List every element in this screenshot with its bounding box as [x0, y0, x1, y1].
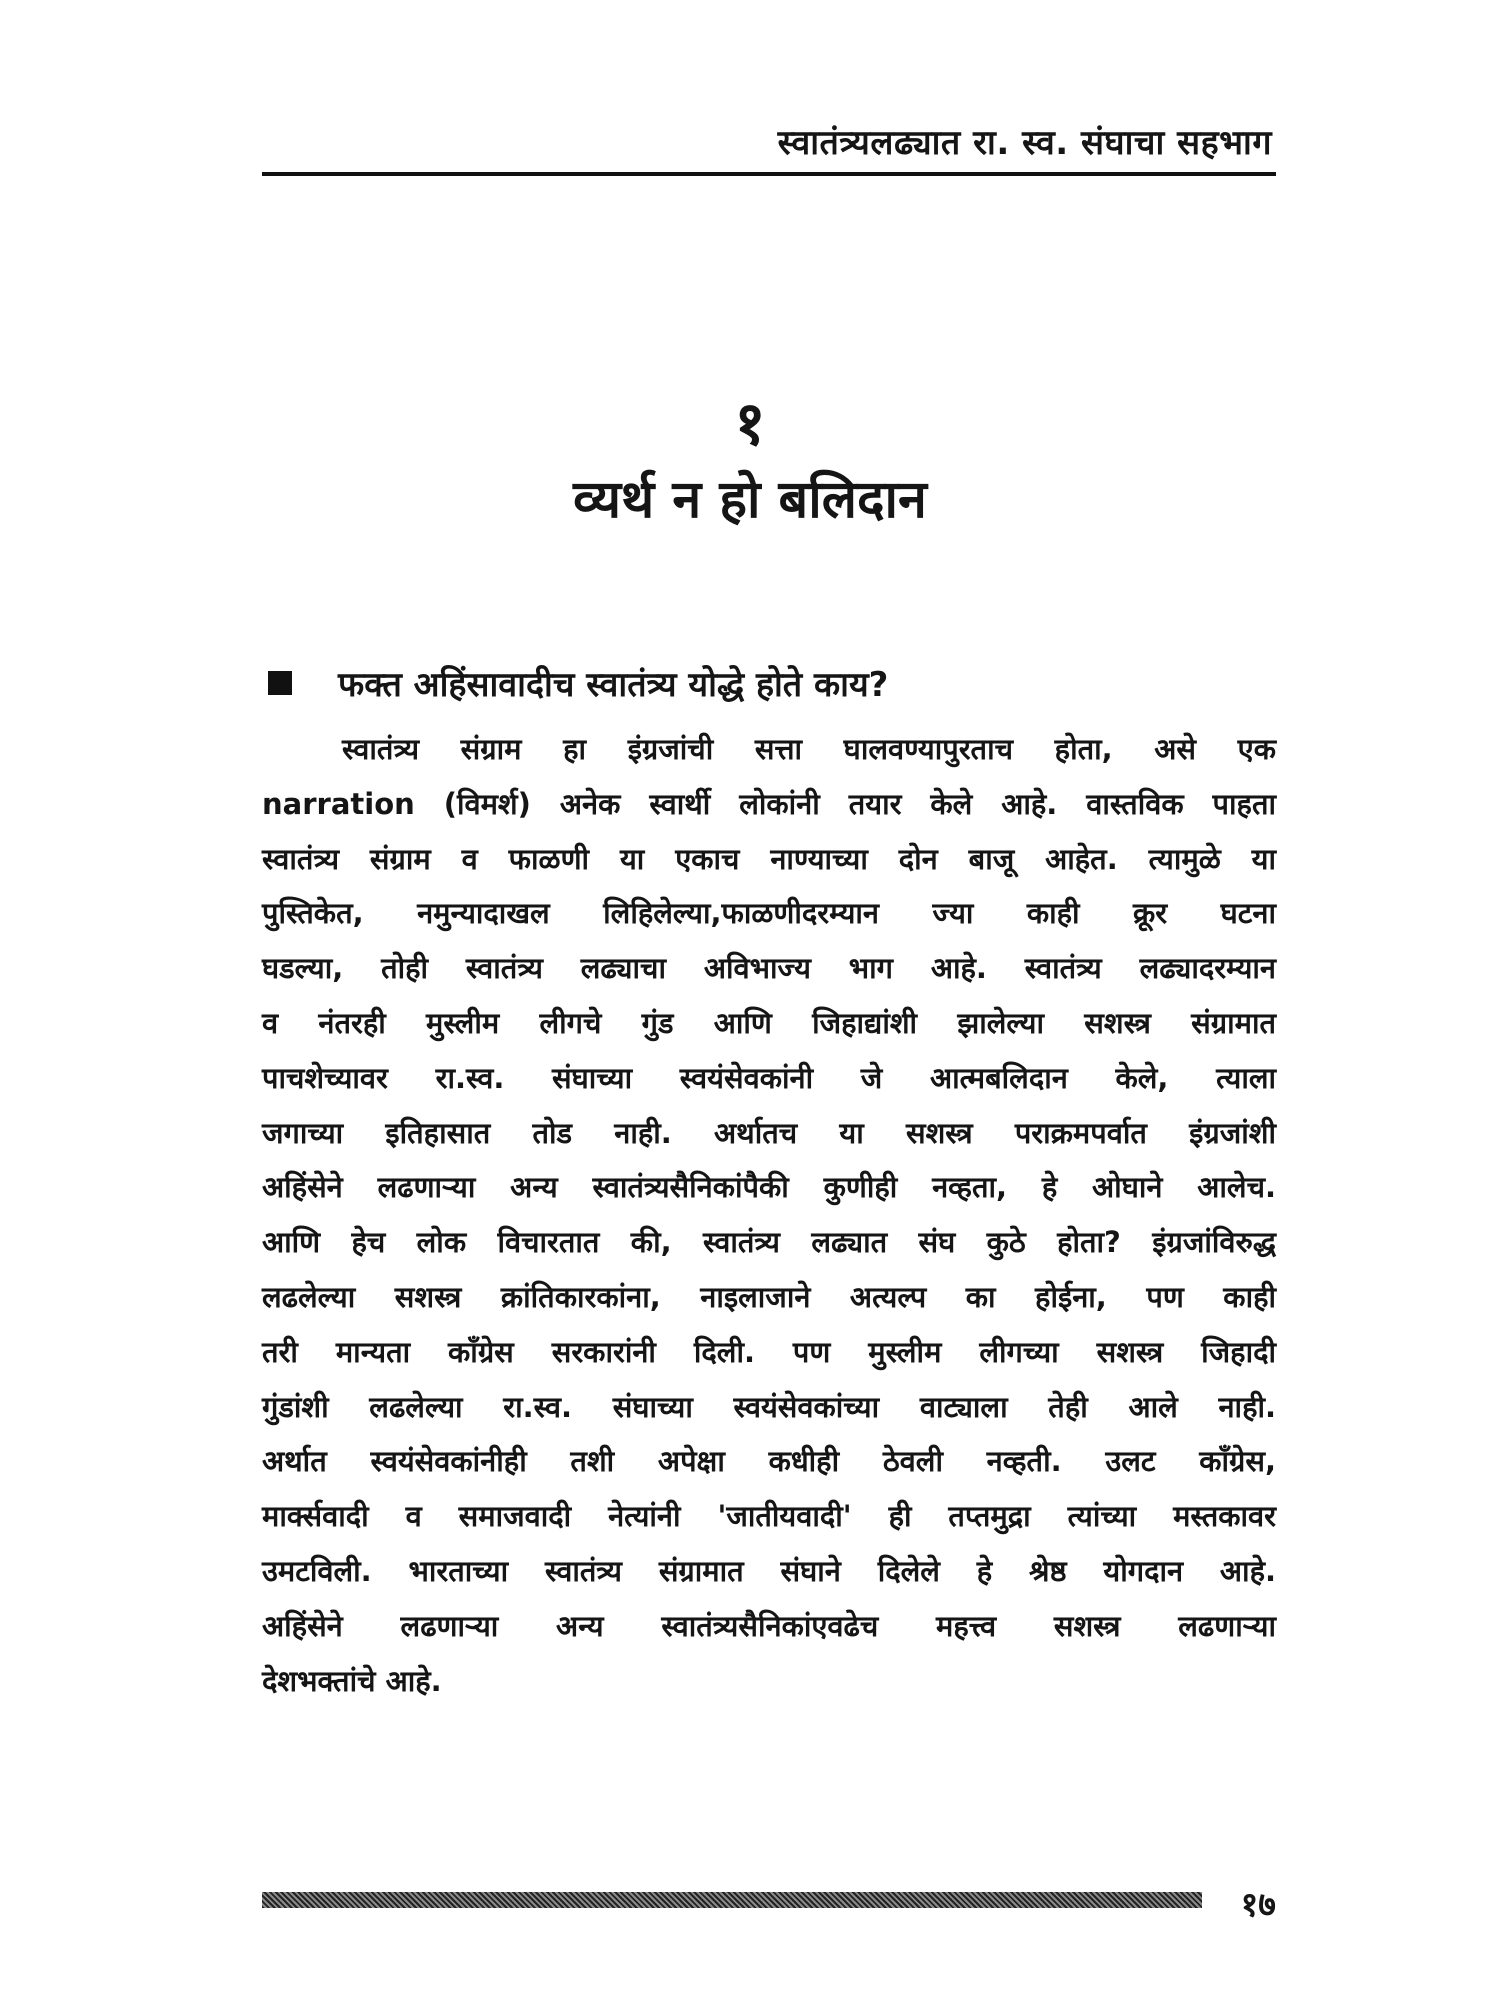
- paragraph-line: घडल्या, तोही स्वातंत्र्य लढ्याचा अविभाज्य भाग आहे. स्वातंत्र्य लढ्यादरम्यान: [262, 951, 1276, 986]
- paragraph-line: आणि हेच लोक विचारतात की, स्वातंत्र्य लढ्यात संघ कुठे होता? इंग्रजांविरुद्ध: [262, 1225, 1276, 1260]
- section-heading: [268, 660, 888, 706]
- paragraph-line: अहिंसेने लढणाऱ्या अन्य स्वातंत्र्यसैनिकांपैकी कुणीही नव्हता, हे ओघाने आलेच.: [262, 1170, 1276, 1205]
- paragraph-line: मार्क्सवादी व समाजवादी नेत्यांनी 'जातीयवादी' ही तप्तमुद्रा त्यांच्या मस्तकावर: [262, 1499, 1276, 1534]
- paragraph-line: स्वातंत्र्य संग्राम व फाळणी या एकाच नाण्याच्या दोन बाजू आहेत. त्यामुळे या: [262, 841, 1276, 876]
- footer-rule: [262, 1892, 1202, 1908]
- paragraph-line: पुस्तिकेत, नमुन्यादाखल लिहिलेल्या,फाळणीदरम्यान ज्या काही क्रूर घटना: [262, 896, 1276, 931]
- paragraph-line: अहिंसेने लढणाऱ्या अन्य स्वातंत्र्यसैनिकांएवढेच महत्त्व सशस्त्र लढणाऱ्या: [262, 1608, 1276, 1643]
- section-heading-text: फक्त अहिंसावादीच स्वातंत्र्य योद्धे होते काय?: [338, 665, 889, 705]
- paragraph-line: narration (विमर्श) अनेक स्वार्थी लोकांनी तयार केले आहे. वास्तविक पाहता: [262, 786, 1276, 821]
- page-number: १७: [1240, 1885, 1276, 1925]
- chapter-title: व्यर्थ न हो बलिदान: [573, 470, 927, 530]
- square-bullet-icon: [268, 671, 292, 695]
- header-rule: [262, 172, 1276, 176]
- paragraph-line: उमटविली. भारताच्या स्वातंत्र्य संग्रामात संघाने दिलेले हे श्रेष्ठ योगदान आहे.: [262, 1553, 1276, 1588]
- chapter-number: १: [734, 389, 766, 459]
- paragraph-line: व नंतरही मुस्लीम लीगचे गुंड आणि जिहाद्यांशी झालेल्या सशस्त्र संग्रामात: [262, 1005, 1276, 1040]
- body-paragraph: [262, 722, 1276, 1708]
- paragraph-line: जगाच्या इतिहासात तोड नाही. अर्थातच या सशस्त्र पराक्रमपर्वात इंग्रजांशी: [262, 1115, 1276, 1150]
- paragraph-line: गुंडांशी लढलेल्या रा.स्व. संघाच्या स्वयंसेवकांच्या वाट्याला तेही आले नाही.: [262, 1389, 1276, 1424]
- paragraph-line: पाचशेच्यावर रा.स्व. संघाच्या स्वयंसेवकांनी जे आत्मबलिदान केले, त्याला: [262, 1060, 1276, 1095]
- paragraph-line: स्वातंत्र्य संग्राम हा इंग्रजांची सत्ता घालवण्यापुरताच होता, असे एक: [342, 732, 1276, 766]
- running-header: स्वातंत्र्यलढ्यात रा. स्व. संघाचा सहभाग: [777, 123, 1272, 163]
- paragraph-line: अर्थात स्वयंसेवकांनीही तशी अपेक्षा कधीही ठेवली नव्हती. उलट काँग्रेस,: [262, 1444, 1276, 1479]
- paragraph-line: तरी मान्यता काँग्रेस सरकारांनी दिली. पण मुस्लीम लीगच्या सशस्त्र जिहादी: [262, 1334, 1276, 1369]
- paragraph-line: लढलेल्या सशस्त्र क्रांतिकारकांना, नाइलाजाने अत्यल्प का होईना, पण काही: [262, 1279, 1276, 1314]
- paragraph-line: देशभक्तांचे आहे.: [262, 1663, 442, 1698]
